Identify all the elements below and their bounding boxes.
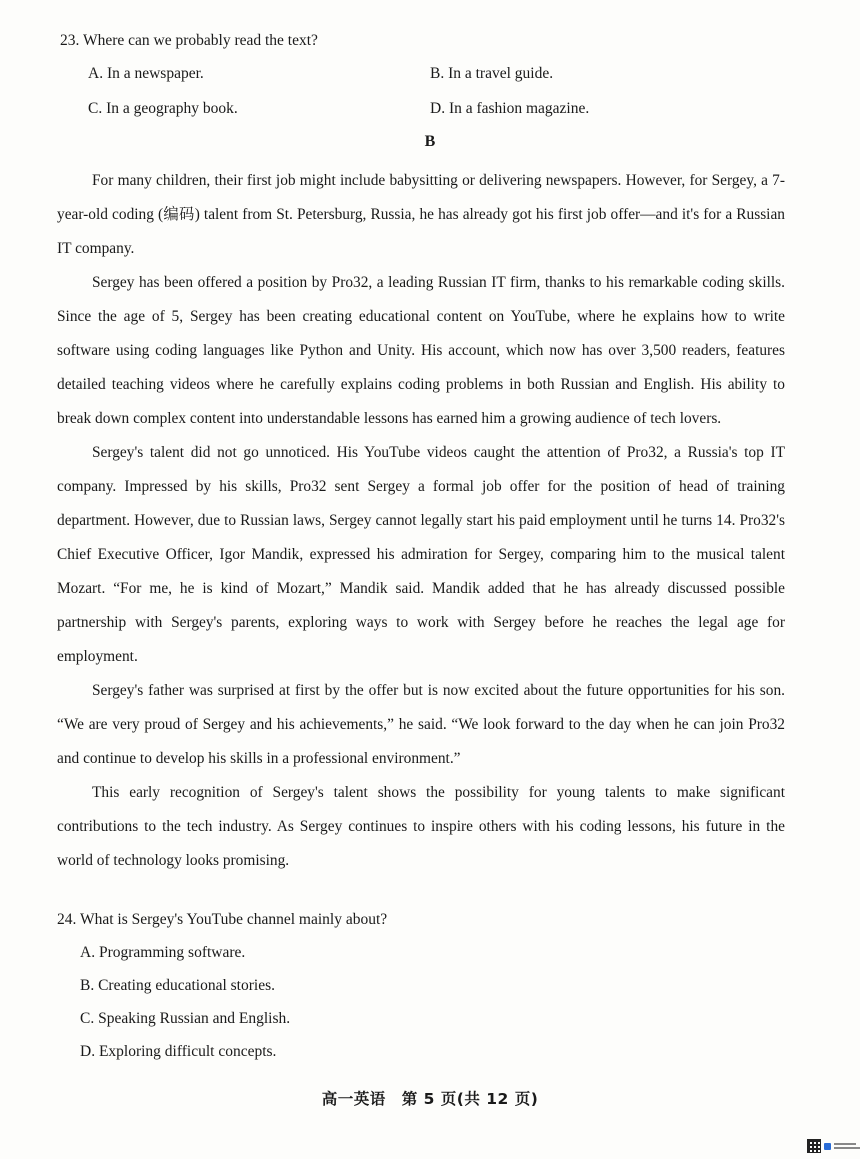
question-23-option-c: C. In a geography book. (88, 100, 238, 117)
page-footer: 高一英语 第 5 页(共 12 页) (321, 1090, 539, 1108)
question-24-option-a: A. Programming software. (80, 944, 246, 961)
question-24-option-b: B. Creating educational stories. (80, 977, 275, 994)
reading-passage (57, 164, 785, 878)
question-23-stem: 23. Where can we probably read the text? (60, 32, 318, 49)
passage-paragraph: Sergey's father was surprised at first by the offer but is now excited about the future opportunities for his son. “We are very proud of Sergey and his achievements,” he said. “We look forward to the day when he can join Pro32 and continue to develop his skills in a professional environment.” (57, 682, 785, 767)
question-24-option-c: C. Speaking Russian and English. (80, 1010, 291, 1027)
question-23-option-a: A. In a newspaper. (88, 65, 204, 82)
qr-code-icon (807, 1139, 821, 1153)
watermark-text-mark (834, 1143, 860, 1149)
section-heading: B (424, 133, 436, 150)
passage-paragraph: Sergey has been offered a position by Pro32, a leading Russian IT firm, thanks to his remarkable coding skills. Since the age of 5, Sergey has been creating educational content on YouTube, where he explains how to write software using coding languages like Python and Unity. His account, which now has over 3,500 readers, features detailed teaching videos where he carefully explains coding problems in both Russian and English. His ability to break down complex content into understandable lessons has earned him a growing audience of tech lovers. (57, 274, 785, 427)
passage-paragraph: This early recognition of Sergey's talent shows the possibility for young talents to make significant contributions to the tech industry. As Sergey continues to inspire others with his coding lessons, his future in the world of technology looks promising. (57, 784, 785, 869)
question-23-option-d: D. In a fashion magazine. (430, 100, 590, 117)
passage-paragraph: For many children, their first job might include babysitting or delivering newspapers. However, for Sergey, a 7-year-old coding (编码) talent from St. Petersburg, Russia, he has already got his first job offer—and it's for a Russian IT company. (57, 172, 785, 257)
question-24-option-d: D. Exploring difficult concepts. (80, 1043, 277, 1060)
question-24-stem: 24. What is Sergey's YouTube channel mainly about? (57, 911, 388, 928)
scanner-watermark-logo (807, 1139, 860, 1153)
passage-paragraph: Sergey's talent did not go unnoticed. His YouTube videos caught the attention of Pro32, a Russia's top IT company. Impressed by his skills, Pro32 sent Sergey a formal job offer for the position of head of training department. However, due to Russian laws, Sergey cannot legally start his paid employment until he turns 14. Pro32's Chief Executive Officer, Igor Mandik, expressed his admiration for Sergey, comparing him to the musical talent Mozart. “For me, he is kind of Mozart,” Mandik said. Mandik added that he has already discussed possible partnership with Sergey's parents, exploring ways to work with Sergey before he reaches the legal age for employment. (57, 444, 785, 665)
question-23-option-b: B. In a travel guide. (430, 65, 554, 82)
app-badge-icon (824, 1143, 831, 1150)
